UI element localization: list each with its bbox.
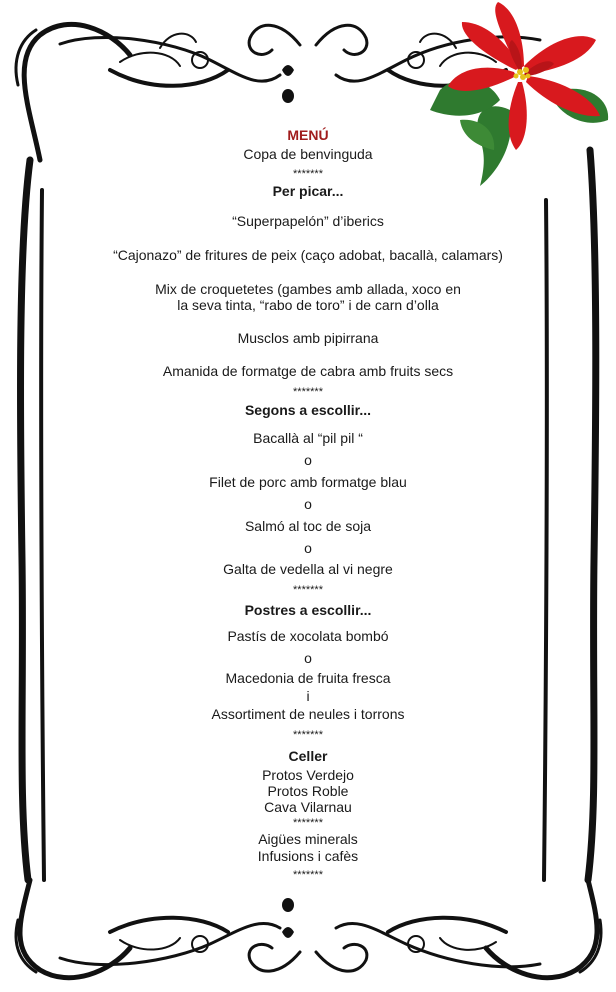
desserts-heading: Postres a escollir... [244,602,372,618]
starter-item: “Cajonazo” de fritures de peix (caço adobat, bacallà, calamars) [113,247,503,263]
welcome-drink: Copa de benvinguda [243,146,373,162]
main-item: Salmó al toc de soja [244,518,372,534]
separator: ******* [293,386,323,398]
separator: ******* [293,817,323,829]
wine-item: Cava Vilarnau [264,799,352,815]
dessert-item: Macedonia de fruita fresca [225,670,391,686]
separator: ******* [293,869,323,881]
main-item: Galta de vedella al vi negre [223,561,393,577]
or-word: o [304,540,312,556]
main-item: Filet de porc amb formatge blau [209,474,407,490]
or-word: o [304,496,312,512]
or-word: o [304,650,312,666]
cellar-heading: Celler [288,748,328,764]
starter-item: “Superpapelón” d’iberics [232,213,384,229]
extra-item: Infusions i cafès [257,848,359,864]
separator: ******* [293,168,323,180]
main-item: Bacallà al “pil pil “ [253,430,363,446]
dessert-item: Assortiment de neules i torrons [211,706,405,722]
wine-item: Protos Verdejo [262,767,354,783]
separator: ******* [293,729,323,741]
starter-item: Musclos amb pipirrana [237,330,379,346]
extra-item: Aigües minerals [258,831,358,847]
dessert-item: Pastís de xocolata bombó [227,628,389,644]
starter-item: Amanida de formatge de cabra amb fruits secs [162,363,454,379]
wine-item: Protos Roble [267,783,349,799]
separator: ******* [293,584,323,596]
and-word: i [306,688,310,704]
starter-item: Mix de croquetetes (gambes amb allada, xoco en la seva tinta, “rabo de toro” i de carn d’olla [155,281,461,313]
mains-heading: Segons a escollir... [244,402,372,418]
or-word: o [304,452,312,468]
starters-heading: Per picar... [272,183,344,199]
menu-title: MENÚ [287,127,329,143]
